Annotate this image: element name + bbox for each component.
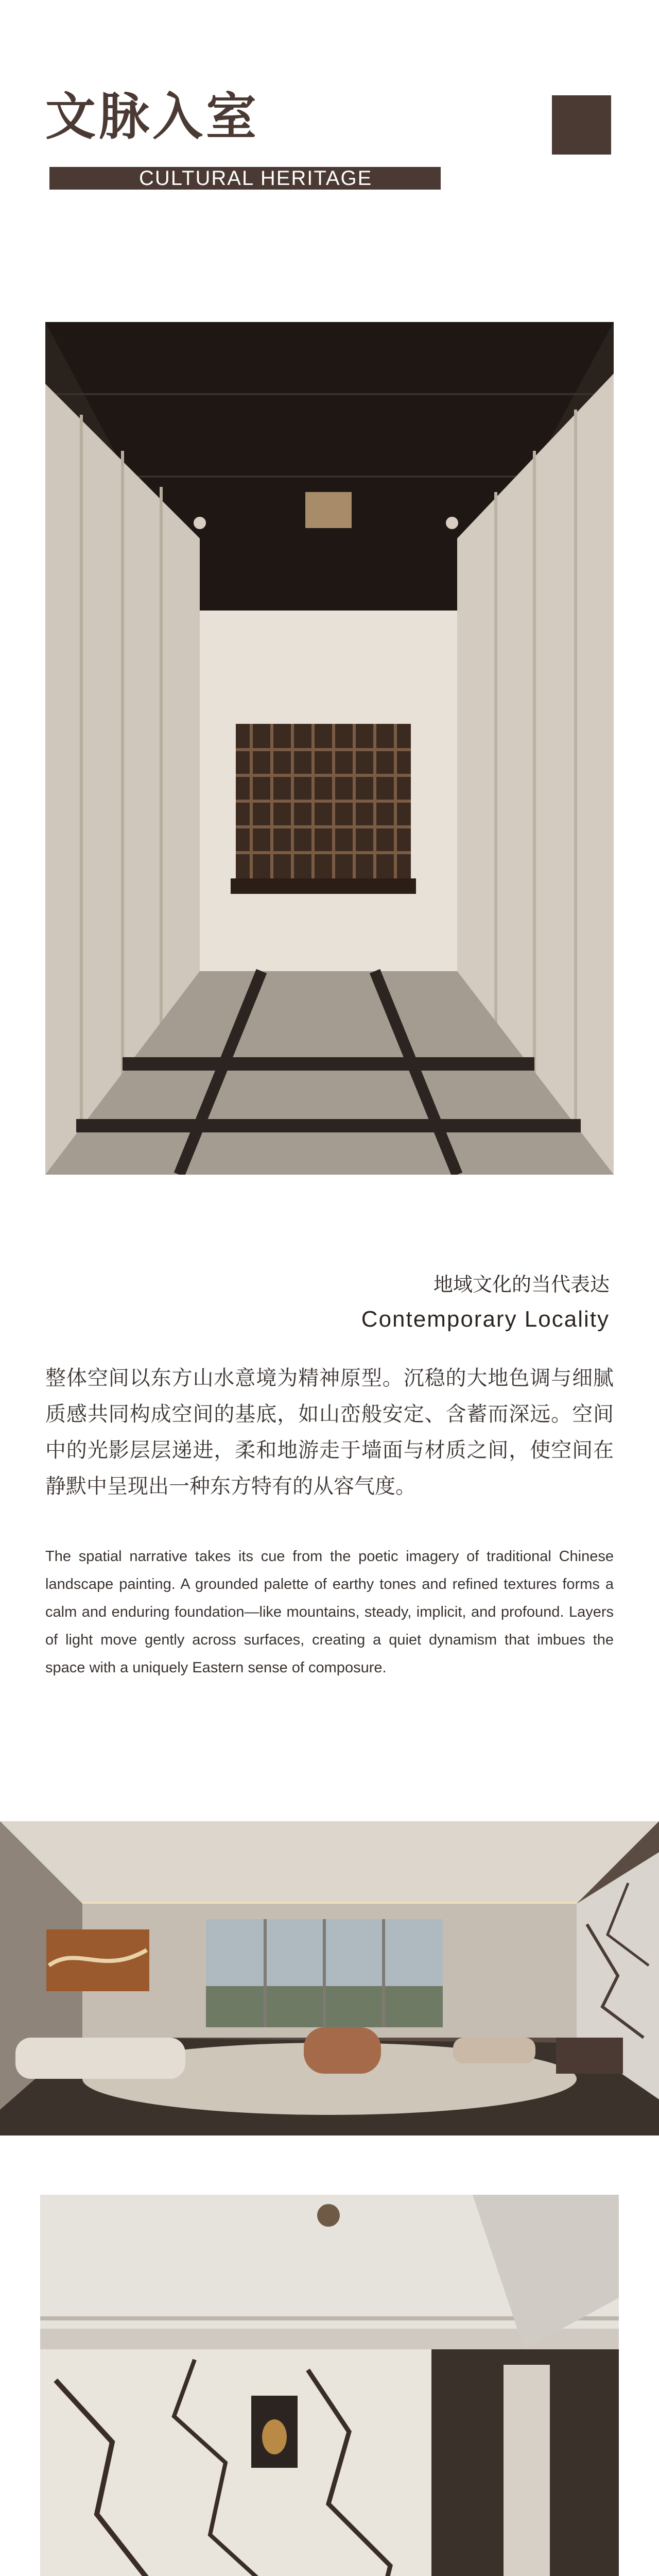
body-text-en: The spatial narrative takes its cue from the poetic imagery of traditional Chinese landscape painting. A grounded palette of earthy tones and refined textures forms a calm and enduring foundation—like mountains, steady, implicit, and profound. Layers of light move gently across surfaces, creating a quiet dynamism that imbues the space with a uniquely Eastern sense of composure. bbox=[45, 1548, 614, 1676]
brand-square bbox=[552, 95, 611, 155]
page-subtitle: CULTURAL HERITAGE bbox=[139, 167, 373, 190]
section-title-en: Contemporary Locality bbox=[361, 1307, 610, 1332]
photo-marble-lounge bbox=[40, 2195, 619, 2576]
photo-living-room bbox=[0, 1821, 659, 2136]
page-title: 文脉入室 bbox=[45, 88, 260, 146]
body-text-zh: 整体空间以东方山水意境为精神原型。沉稳的大地色调与细腻质感共同构成空间的基底，如山峦般安定、含蓄而深远。空间中的光影层层递进，柔和地游走于墙面与材质之间，使空间在静默中呈现出一种东方特有的从容气度。 bbox=[45, 1366, 614, 1498]
photo-corridor bbox=[45, 322, 614, 1175]
section-title-zh: 地域文化的当代表达 bbox=[433, 1273, 610, 1296]
